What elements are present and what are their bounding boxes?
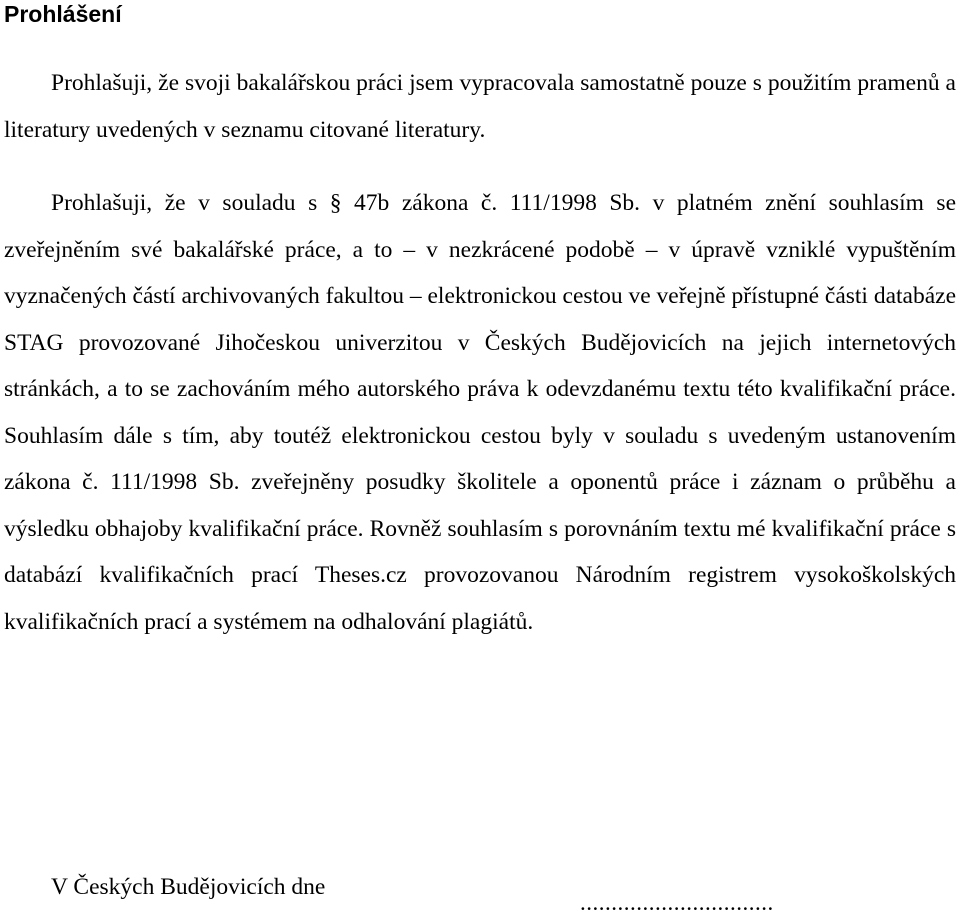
signature-line: ............................... [580,890,774,915]
declaration-paragraph-2: Prohlašuji, že v souladu s § 47b zákona č. 111/1998 Sb. v platném znění souhlasím se zveřejněním své bakalářské práce, a to – v nezkrácené podobě – v úpravě vzniklé vypuštěním vyznačených částí archivovaných fakultou – elektronickou cestou ve veřejně přístupné části databáze STAG provozované Jihočeskou univerzitou v Českých Budějovicích na jejich internetových stránkách, a to se zachováním mého autorského práva k odevzdanému textu této kvalifikační práce. Souhlasím dále s tím, aby toutéž elektronickou cestou byly v souladu s uvedeným ustanovením zákona č. 111/1998 Sb. zveřejněny posudky školitele a oponentů práce i záznam o průběhu a výsledku obhajoby kvalifikační práce. Rovněž souhlasím s porovnáním textu mé kvalifikační práce s databází kvalifikačních prací Theses.cz provozovanou Národním registrem vysokoškolských kvalifikačních prací a systémem na odhalování plagiátů. [4,190,957,635]
place-date-line: V Českých Budějovicích dne [51,874,326,900]
page-title: Prohlášení [4,1,122,27]
declaration-paragraph-1: Prohlašuji, že svoji bakalářskou práci jsem vypracovala samostatně pouze s použitím pramenů a literatury uvedených v seznamu citované literatury. [4,70,956,143]
